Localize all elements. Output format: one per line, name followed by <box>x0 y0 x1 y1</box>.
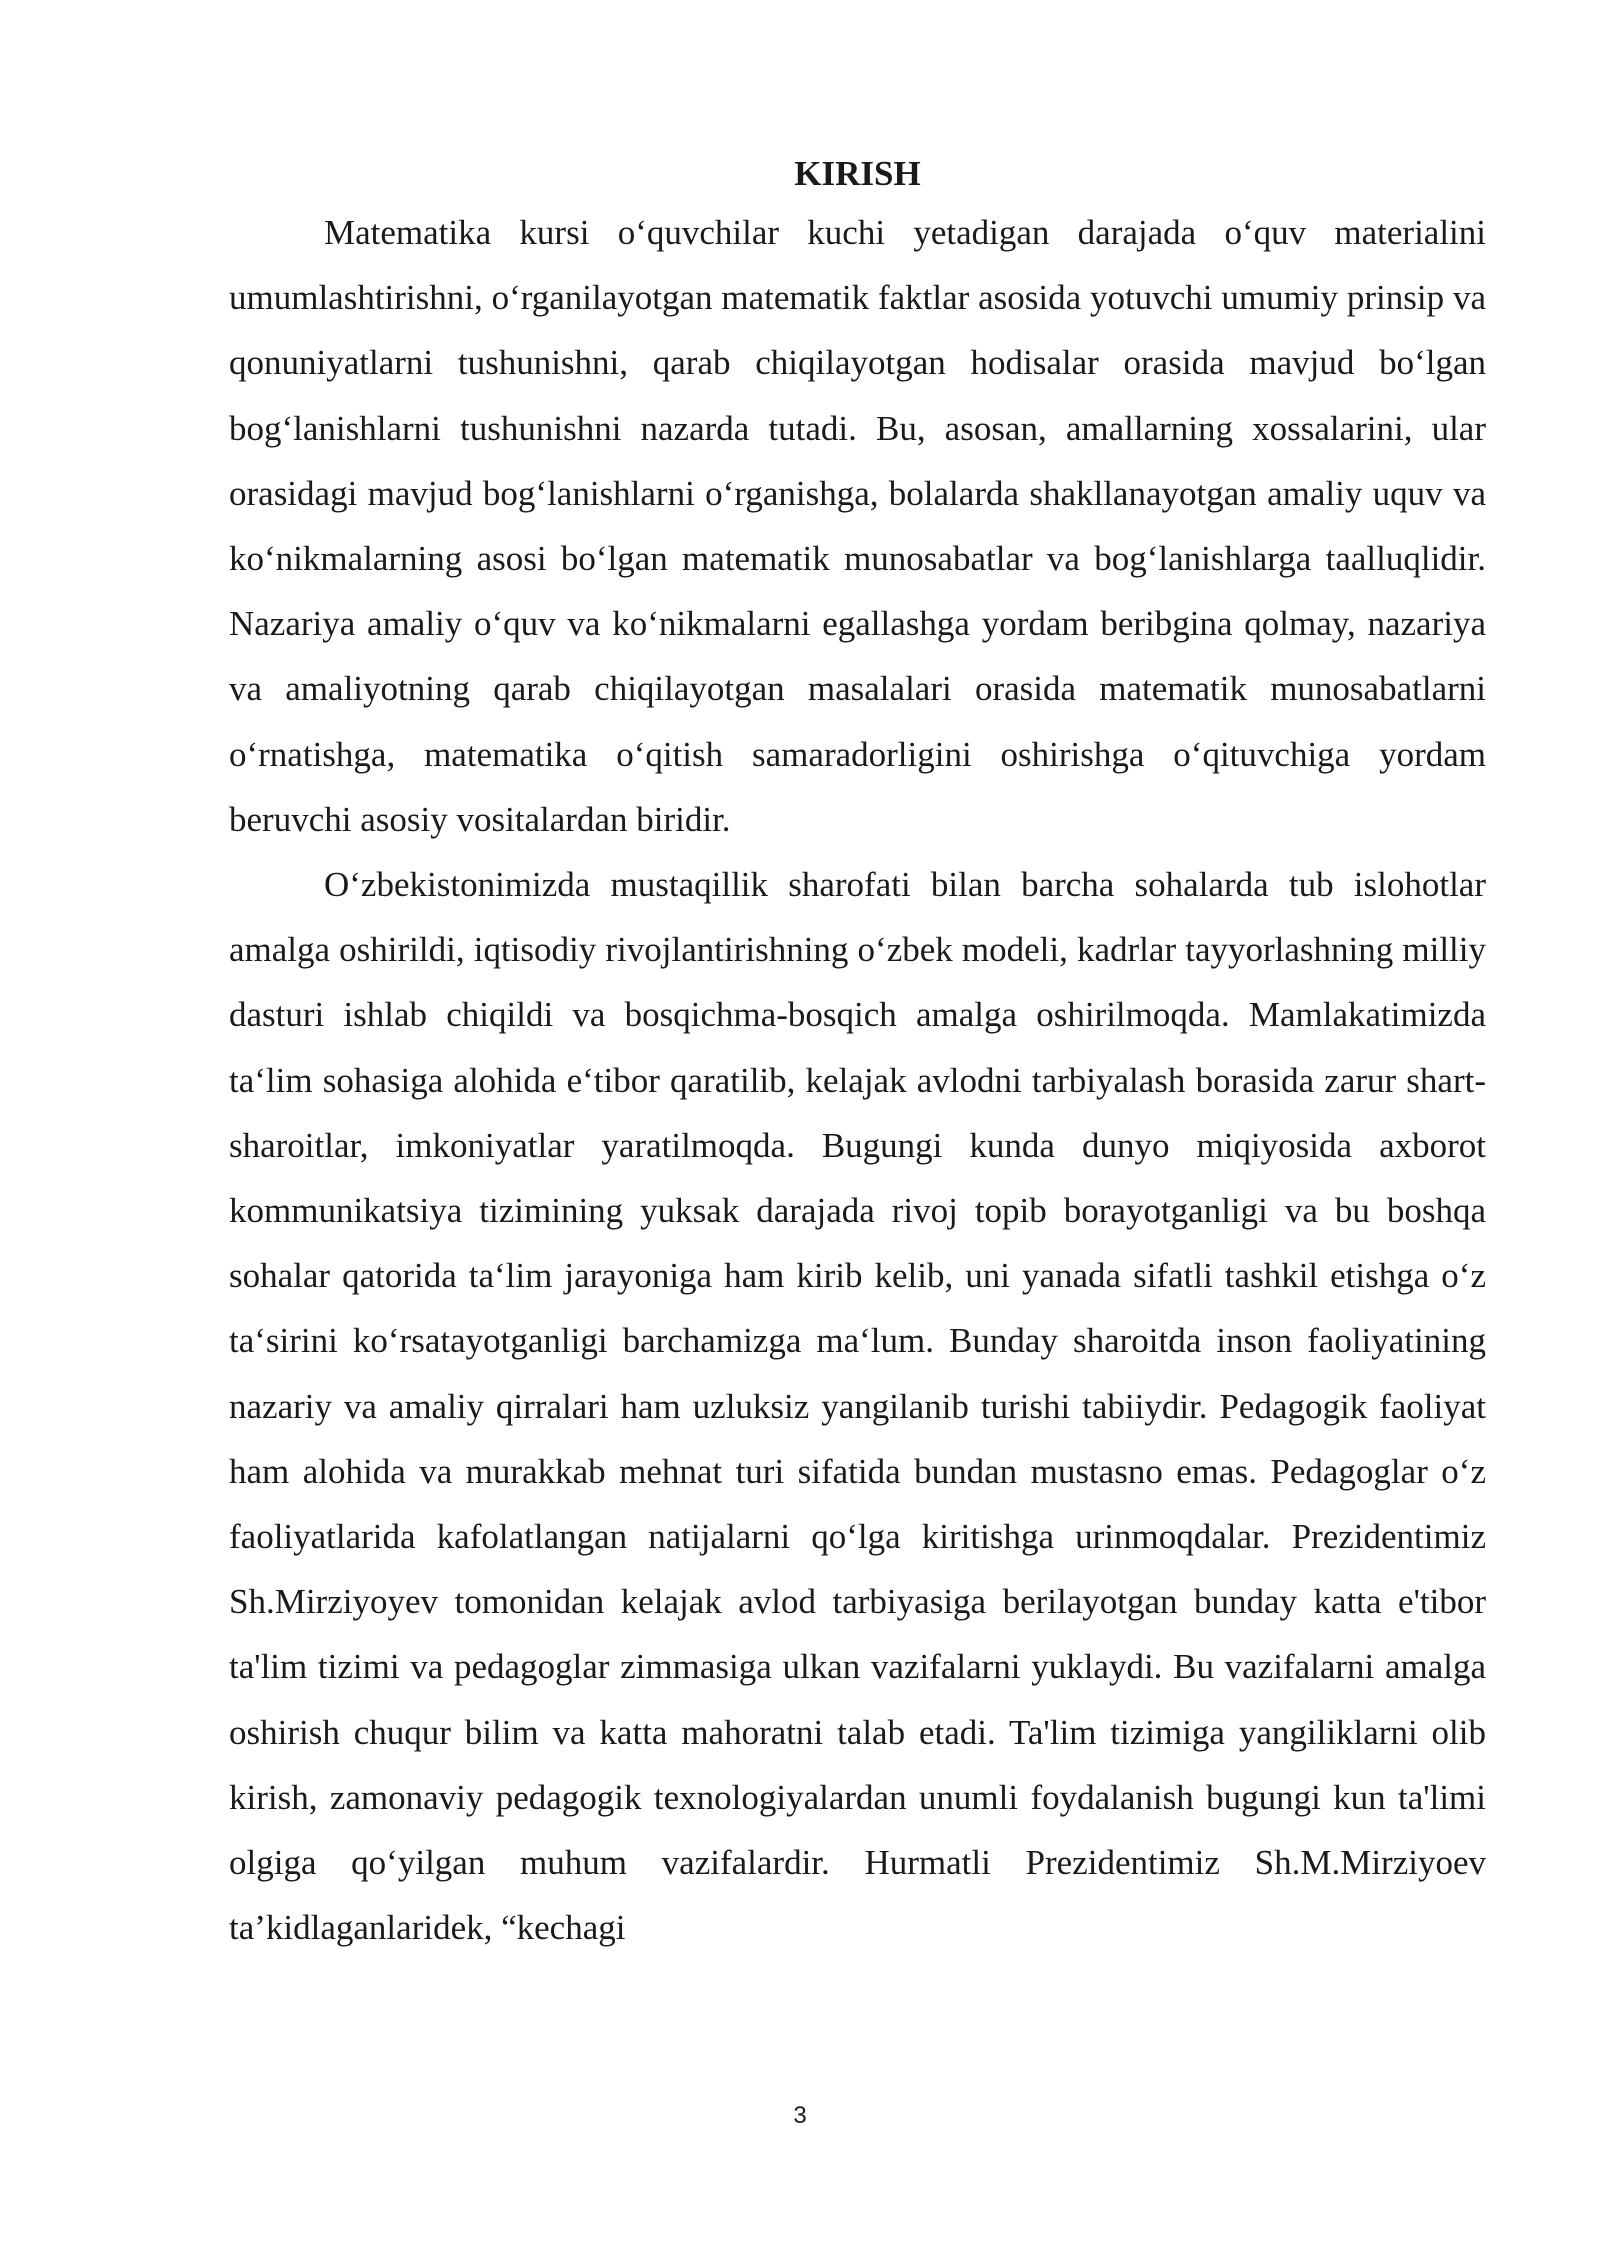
page-number: 3 <box>793 2102 807 2129</box>
paragraph-main: O‘zbekistonimizda mustaqillik sharofati bilan barcha sohalarda tub islohotlar amalga oshirildi, iqtisodiy rivojlantirishning o‘zbek modeli, kadrlar tayyorlashning milliy dasturi ishlab chiqildi va bosqichma-bosqich amalga oshirilmoqda. Mamlakatimizda ta‘lim sohasiga alohida e‘tibor qaratilib, kelajak avlodni tarbiyalash borasida zarur shart-sharoitlar, imkoniyatlar yaratilmoqda. Bugungi kunda dunyo miqiyosida axborot kommunikatsiya tizimining yuksak darajada rivoj topib borayotganligi va bu boshqa sohalar qatorida ta‘lim jarayoniga ham kirib kelib, uni yanada sifatli tashkil etishga o‘z ta‘sirini ko‘rsatayotganligi barchamizga ma‘lum. Bunday sharoitda inson faoliyatining nazariy va amaliy qirralari ham uzluksiz yangilanib turishi tabiiydir. Pedagogik faoliyat ham alohida va murakkab mehnat turi sifatida bundan mustasno emas. Pedagoglar o‘z faoliyatlarida kafolatlangan natijalarni qo‘lga kiritishga urinmoqdalar. Prezidentimiz Sh.Mirziyoyev tomonidan kelajak avlod tarbiyasiga berilayotgan bunday katta e'tibor ta'lim tizimi va pedagoglar zimmasiga ulkan vazifalarni yuklaydi. Bu vazifalarni amalga oshirish chuqur bilim va katta mahoratni talab etadi. Ta'lim tizimiga yangiliklarni olib kirish, zamonaviy pedagogik texnologiyalardan unumli foydalanish bugungi kun ta'limi olgiga qo‘yilgan muhum vazifalardir. Hurmatli Prezidentimiz Sh.M.Mirziyoev ta’kidlaganlaridek, “kechagi <box>229 865 1486 1948</box>
document-body <box>229 148 1486 1960</box>
paragraph-intro: Matematika kursi o‘quvchilar kuchi yetadigan darajada o‘quv materialini umumlashtirishni, o‘rganilayotgan matematik faktlar asosida yotuvchi umumiy prinsip va qonuniyatlarni tushunishni, qarab chiqilayotgan hodisalar orasida mavjud bo‘lgan bog‘lanishlarni tushunishni nazarda tutadi. Bu, asosan, amallarning xossalarini, ular orasidagi mavjud bog‘lanishlarni o‘rganishga, bolalarda shakllanayotgan amaliy uquv va ko‘nikmalarning asosi bo‘lgan matematik munosabatlar va bog‘lanishlarga taalluqlidir. Nazariya amaliy o‘quv va ko‘nikmalarni egallashga yordam beribgina qolmay, nazariya va amaliyotning qarab chiqilayotgan masalalari orasida matematik munosabatlarni o‘rnatishga, matematika o‘qitish samaradorligini oshirishga o‘qituvchiga yordam beruvchi asosiy vositalardan biridir. <box>229 213 1486 839</box>
document-title: KIRISH <box>794 154 921 193</box>
